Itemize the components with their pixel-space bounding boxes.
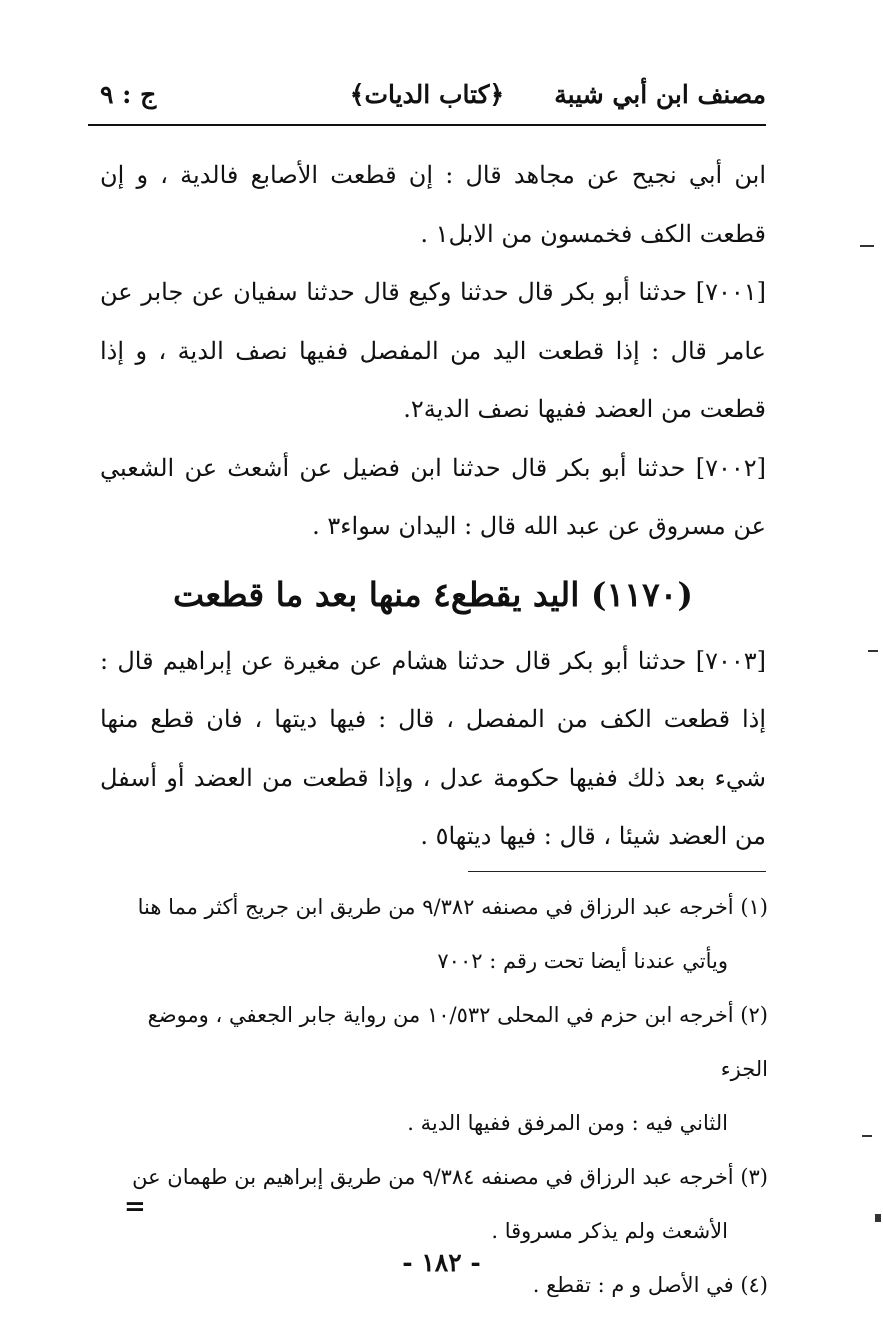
page-number: - ١٨٢ - [402, 1248, 481, 1277]
footnote [100, 988, 768, 1150]
footnote-continuation: الأشعث ولم يذكر مسروقا . [491, 1219, 728, 1243]
footnote-rule [468, 871, 766, 872]
hadith-7003: [٧٠٠٣] حدثنا أبو بكر قال حدثنا هشام عن مغيرة عن إبراهيم قال : إذا قطعت الكف من المفصل ، قال : فيها ديتها ، فان قطع منها شيء بعد ذلك ففيها حكومة عدل ، وإذا قطعت من العضد أو أسفل من العضد شيئا ، قال : فيها ديتها٥ . [100, 646, 766, 850]
main-text [100, 146, 766, 866]
margin-mark [868, 650, 878, 652]
footnote [100, 1150, 768, 1258]
footnote-first-line: (٤) في الأصل و م : تقطع . [532, 1273, 768, 1297]
continuation-mark: = [124, 1192, 146, 1222]
paragraph: ابن أبي نجيح عن مجاهد قال : إن قطعت الأصابع فالدية ، و إن قطعت الكف فخمسون من الابل١ . [100, 161, 766, 248]
header-rule [88, 124, 766, 126]
chapter-title: (١١٧٠) اليد يقطع٤ منها بعد ما قطعت [172, 574, 694, 614]
volume-number: ج : ٩ [100, 80, 157, 109]
hadith-7002: [٧٠٠٢] حدثنا أبو بكر قال حدثنا ابن فضيل عن أشعث عن الشعبي عن مسروق عن عبد الله قال : اليدان سواء٣ . [100, 453, 766, 540]
hadith-7001: [٧٠٠١] حدثنا أبو بكر قال حدثنا وكيع قال حدثنا سفيان عن جابر عن عامر قال : إذا قطعت اليد من المفصل ففيها نصف الدية ، و إذا قطعت من العضد ففيها نصف الدية٢. [100, 278, 766, 423]
running-header [88, 70, 766, 120]
footnote-first-line: (٢) أخرجه ابن حزم في المحلى ١٠/٥٣٢ من رواية جابر الجعفي ، وموضع الجزء [147, 1003, 768, 1081]
footnote-first-line: (١) أخرجه عبد الرزاق في مصنفه ٩/٣٨٢ من طريق ابن جريج أكثر مما هنا [137, 895, 768, 919]
footnote-first-line: (٣) أخرجه عبد الرزاق في مصنفه ٩/٣٨٤ من طريق إبراهيم بن طهمان عن [132, 1165, 768, 1189]
footnote-continuation: الثاني فيه : ومن المرفق ففيها الدية . [407, 1111, 728, 1135]
margin-mark [875, 1214, 881, 1222]
footnote-continuation: ويأتي عندنا أيضا تحت رقم : ٧٠٠٢ [437, 949, 728, 973]
book-title: مصنف ابن أبي شيبة [554, 80, 766, 109]
section-title: ﴿كتاب الديات﴾ [349, 80, 505, 109]
margin-mark [862, 1135, 872, 1137]
footnote [100, 880, 768, 988]
margin-mark [860, 245, 874, 247]
